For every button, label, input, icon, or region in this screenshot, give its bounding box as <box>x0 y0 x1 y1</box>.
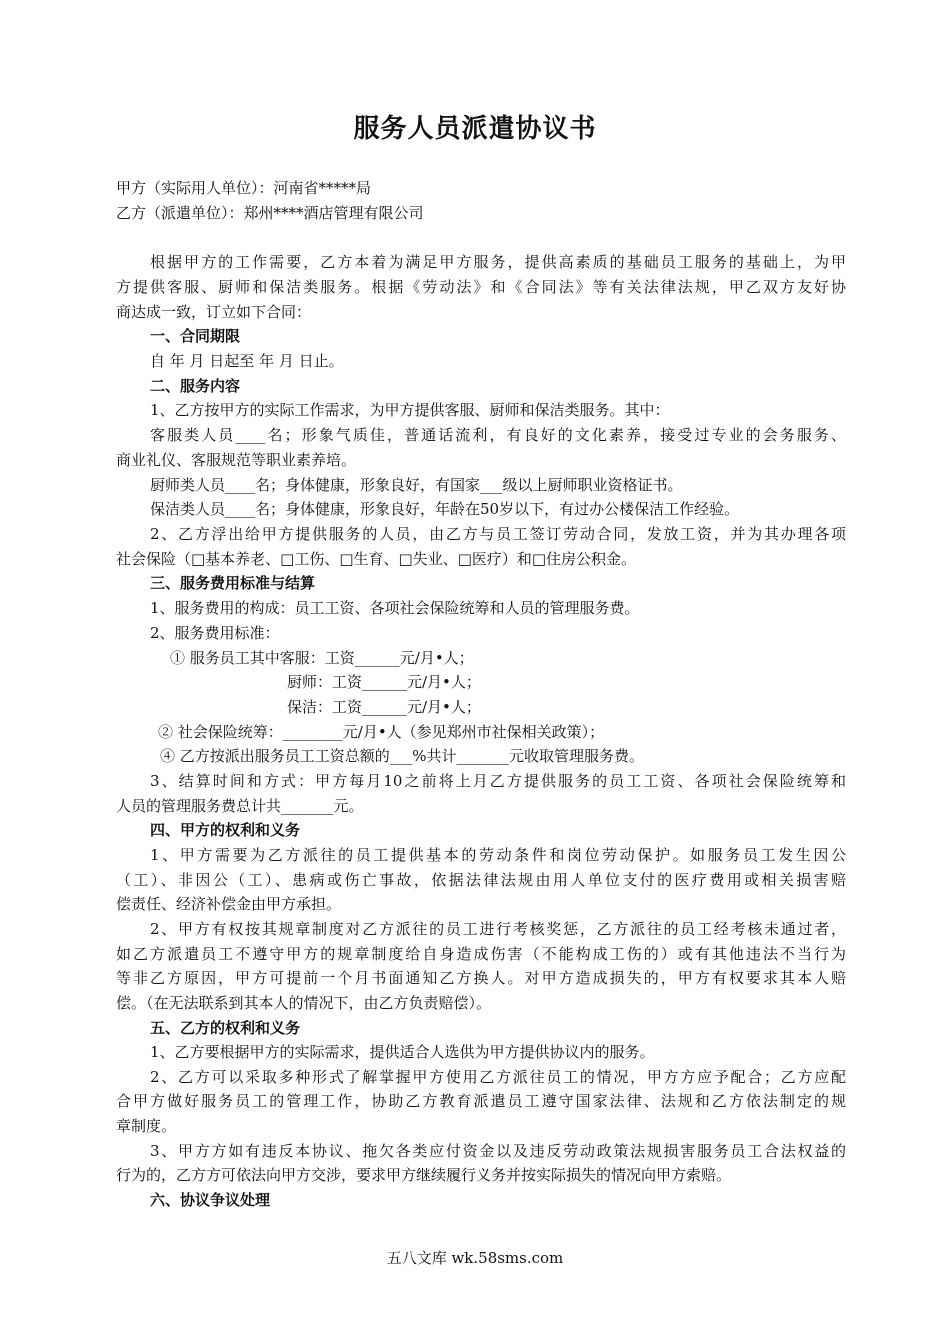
body-line: 客服类人员____名；形象气质佳，普通话流利，有良好的文化素养，接受过专业的会务服务、 <box>150 426 846 444</box>
footer-watermark: 五八文库 wk.58sms.com <box>386 1249 564 1267</box>
section-heading: 四、甲方的权利和义务 <box>150 821 301 839</box>
body-line: 3、甲方方如有违反本协议、拖欠各类应付资金以及违反劳动政策法规损害服务员工合法权益的 <box>150 1142 846 1160</box>
body-line: 1、服务费用的构成：员工工资、各项社会保险统筹和人员的管理服务费。 <box>150 599 640 617</box>
body-line: 3、结算时间和方式：甲方每月10之前将上月乙方提供服务的员工工资、各项社会保险统筹和 <box>150 772 846 790</box>
body-line: 厨师：工资______元/月•人； <box>287 673 481 691</box>
body-line: 1、乙方要根据甲方的实际需求，提供适合人选供为甲方提供协议内的服务。 <box>150 1043 655 1061</box>
body-line: 偿。（在无法联系到其本人的情况下，由乙方负责赔偿）。 <box>116 994 492 1012</box>
body-line: 保洁类人员____名；身体健康，形象良好，年龄在50岁以下，有过办公楼保洁工作经验。 <box>150 500 740 518</box>
body-line: 自 年 月 日起至 年 月 日止。 <box>150 352 344 370</box>
section-heading: 五、乙方的权利和义务 <box>150 1019 301 1037</box>
body-line: （工）、非因公（工）、患病或伤亡事故，依据法律法规由用人单位支付的医疗费用或相关损害赔 <box>116 871 846 889</box>
body-line: 2、服务费用标准： <box>150 624 280 642</box>
document-title: 服务人员派遣协议书 <box>353 114 597 144</box>
body-line: 章制度。 <box>116 1117 177 1135</box>
party-b: 乙方（派遣单位）：郑州****酒店管理有限公司 <box>116 204 424 222</box>
body-line: 偿责任、经济补偿金由甲方承担。 <box>116 895 342 913</box>
body-line: ④ 乙方按派出服务员工工资总额的___%共计_______元收取管理服务费。 <box>160 747 645 765</box>
body-line: 商达成一致，订立如下合同： <box>116 303 312 321</box>
body-line: 合甲方做好服务员工的管理工作，协助乙方教育派遣员工遵守国家法律、法规和乙方依法制定的规 <box>116 1092 846 1110</box>
body-line: 厨师类人员____名；身体健康，形象良好，有国家___级以上厨师职业资格证书。 <box>150 476 683 494</box>
party-a: 甲方（实际用人单位）：河南省*****局 <box>116 179 372 197</box>
section-heading: 一、合同期限 <box>150 327 241 345</box>
body-line: 社会保险（□基本养老、□工伤、□生育、□失业、□医疗）和□住房公积金。 <box>116 550 637 568</box>
body-line: 根据甲方的工作需要，乙方本着为满足甲方服务，提供高素质的基础员工服务的基础上，为甲 <box>150 253 846 271</box>
body-line: ① 服务员工其中客服：工资______元/月•人； <box>170 649 474 667</box>
body-line: 1、乙方按甲方的实际工作需求，为甲方提供客服、厨师和保洁类服务。其中： <box>150 401 670 419</box>
section-heading: 二、服务内容 <box>150 377 241 395</box>
body-line: 2、甲方有权按其规章制度对乙方派往的员工进行考核奖惩，乙方派往的员工经考核未通过者， <box>150 920 846 938</box>
body-line: 商业礼仪、客服规范等职业素养培。 <box>116 451 357 469</box>
body-line: 1、甲方需要为乙方派往的员工提供基本的劳动条件和岗位劳动保护。如服务员工发生因公 <box>150 846 846 864</box>
body-line: 行为的，乙方方可依法向甲方交涉，要求甲方继续履行义务并按实际损失的情况向甲方索赔。 <box>116 1166 732 1184</box>
body-line: 2、乙方可以采取多种形式了解掌握甲方使用乙方派往员工的情况，甲方方应予配合；乙方应配 <box>150 1068 846 1086</box>
body-line: ② 社会保险统筹：________元/月•人（参见郑州市社保相关政策）； <box>158 723 605 741</box>
body-line: 如乙方派遣员工不遵守甲方的规章制度给自身造成伤害（不能构成工伤的）或有其他违法不当行为 <box>116 945 846 963</box>
section-heading: 三、服务费用标准与结算 <box>150 574 316 592</box>
body-line: 人员的管理服务费总计共_______元。 <box>116 797 364 815</box>
body-line: 方提供客服、厨师和保洁类服务。根据《劳动法》和《合同法》等有关法律法规，甲乙双方友好协 <box>116 278 846 296</box>
section-heading: 六、协议争议处理 <box>150 1191 271 1209</box>
body-line: 2、乙方浮出给甲方提供服务的人员，由乙方与员工签订劳动合同，发放工资，并为其办理各项 <box>150 525 846 543</box>
body-line: 等非乙方原因，甲方可提前一个月书面通知乙方换人。对甲方造成损失的，甲方有权要求其本人赔 <box>116 969 846 987</box>
body-line: 保洁：工资______元/月•人； <box>287 698 481 716</box>
